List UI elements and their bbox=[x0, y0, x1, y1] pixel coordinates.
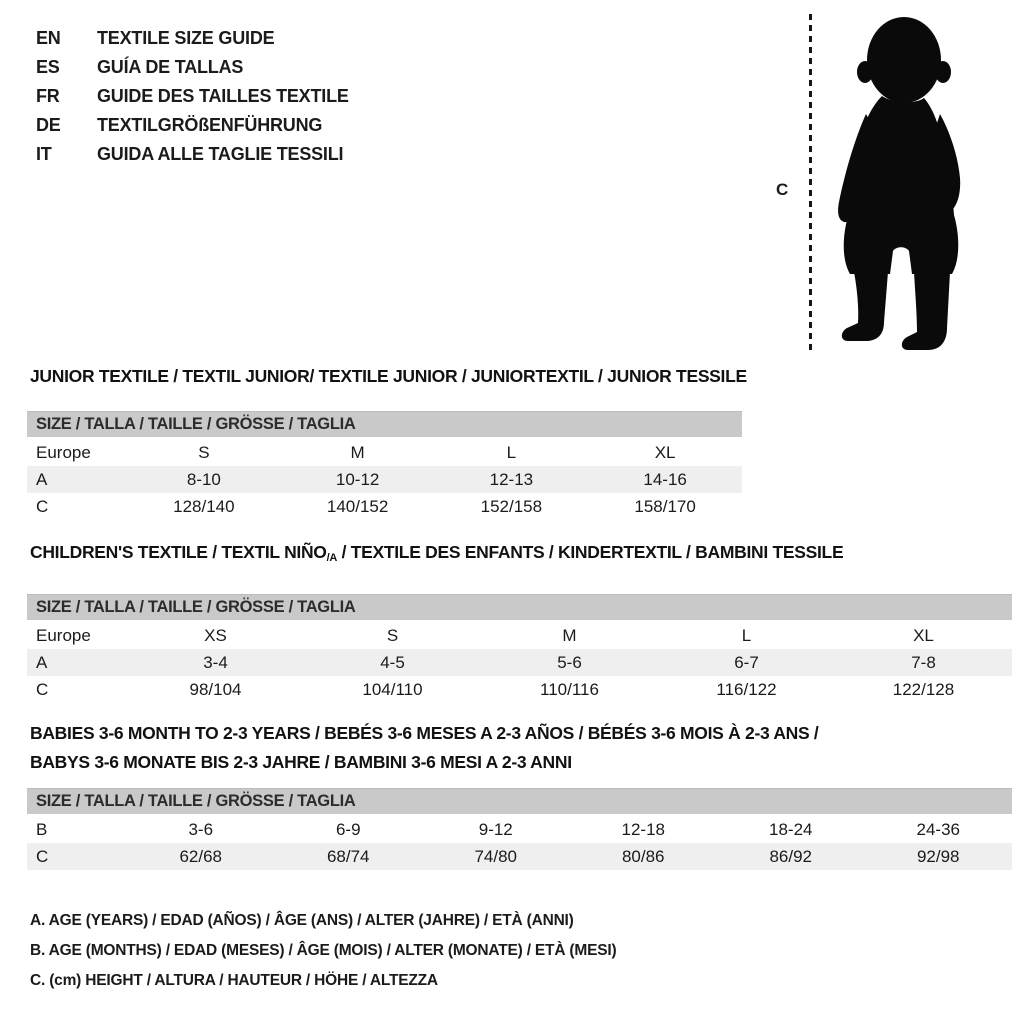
size-column-header: L bbox=[506, 442, 517, 462]
row-label: A bbox=[36, 469, 48, 489]
lang-title: GUÍA DE TALLAS bbox=[97, 57, 244, 77]
note-age-years: A. AGE (YEARS) / EDAD (AÑOS) / ÂGE (ANS) / ALTER (JAHRE) / ETÀ (ANNI) bbox=[30, 912, 574, 929]
table-cell: 3-6 bbox=[188, 819, 214, 839]
note-age-months: B. AGE (MONTHS) / EDAD (MESES) / ÂGE (MOIS) / ALTER (MONATE) / ETÀ (MESI) bbox=[30, 942, 617, 959]
size-column-header: XL bbox=[913, 625, 934, 645]
table-cell: 152/158 bbox=[480, 496, 543, 516]
table-cell: 10-12 bbox=[335, 469, 380, 489]
table-cell: 24-36 bbox=[916, 819, 960, 839]
row-label: B bbox=[36, 819, 48, 839]
lang-title: TEXTILE SIZE GUIDE bbox=[97, 28, 275, 48]
table-row-age-months bbox=[27, 816, 1012, 843]
table-row-age bbox=[27, 466, 742, 493]
table-cell: 74/80 bbox=[474, 846, 518, 866]
table-cell: 110/116 bbox=[540, 679, 599, 699]
table-cell: 8-10 bbox=[186, 469, 221, 489]
lang-code: IT bbox=[36, 144, 52, 164]
children-heading-text: CHILDREN'S TEXTILE / TEXTIL NIÑO bbox=[30, 542, 327, 562]
lang-row-es bbox=[36, 53, 349, 82]
region-label: Europe bbox=[36, 625, 91, 645]
children-heading-text: / TEXTILE DES ENFANTS / KINDERTEXTIL / BAMBINI TESSILE bbox=[337, 542, 844, 562]
table-cell: 122/128 bbox=[892, 679, 955, 699]
lang-code: EN bbox=[36, 28, 61, 48]
size-column-header: XS bbox=[204, 625, 227, 645]
size-header-bar: SIZE / TALLA / TAILLE / GRÖSSE / TAGLIA bbox=[27, 411, 742, 437]
babies-size-table bbox=[27, 788, 1012, 870]
table-row-europe bbox=[27, 439, 742, 466]
height-dotted-line bbox=[809, 14, 812, 355]
lang-code: DE bbox=[36, 115, 61, 135]
size-header-bar: SIZE / TALLA / TAILLE / GRÖSSE / TAGLIA bbox=[27, 594, 1012, 620]
table-cell: 104/110 bbox=[362, 679, 423, 699]
table-cell: 62/68 bbox=[179, 846, 223, 866]
table-cell: 86/92 bbox=[769, 846, 813, 866]
region-label: Europe bbox=[36, 442, 91, 462]
lang-code: FR bbox=[36, 86, 60, 106]
size-column-header: S bbox=[198, 442, 210, 462]
lang-row-fr bbox=[36, 82, 349, 111]
lang-title: GUIDE DES TAILLES TEXTILE bbox=[97, 86, 349, 106]
table-cell: 12-18 bbox=[621, 819, 665, 839]
lang-row-de bbox=[36, 111, 349, 140]
language-list bbox=[36, 24, 349, 169]
table-cell: 80/86 bbox=[621, 846, 665, 866]
lang-title: GUIDA ALLE TAGLIE TESSILI bbox=[97, 144, 344, 164]
table-cell: 68/74 bbox=[326, 846, 370, 866]
size-column-header: M bbox=[350, 442, 365, 462]
table-cell: 12-13 bbox=[489, 469, 534, 489]
table-cell: 6-9 bbox=[335, 819, 361, 839]
size-column-header: M bbox=[562, 625, 577, 645]
children-section-heading bbox=[30, 542, 843, 564]
size-column-header: XL bbox=[654, 442, 676, 462]
table-row-europe bbox=[27, 622, 1012, 649]
row-label: C bbox=[36, 496, 49, 516]
lang-code: ES bbox=[36, 57, 60, 77]
table-cell: 18-24 bbox=[769, 819, 813, 839]
babies-section-heading bbox=[30, 719, 819, 777]
children-size-table bbox=[27, 594, 1012, 703]
toddler-silhouette-icon bbox=[820, 10, 982, 358]
legend-notes bbox=[30, 906, 616, 996]
row-label: C bbox=[36, 679, 49, 699]
table-cell: 128/140 bbox=[173, 496, 235, 516]
table-row-height bbox=[27, 676, 1012, 703]
table-cell: 3-4 bbox=[203, 652, 228, 672]
babies-heading-line1: BABIES 3-6 MONTH TO 2-3 YEARS / BEBÉS 3-6 MESES A 2-3 AÑOS / BÉBÉS 3-6 MOIS À 2-3 ANS / bbox=[30, 723, 819, 743]
size-column-header: L bbox=[741, 625, 752, 645]
table-row-height bbox=[27, 493, 742, 520]
height-measure-label: C bbox=[776, 180, 789, 199]
lang-title: TEXTILGRÖßENFÜHRUNG bbox=[97, 115, 323, 135]
row-label: C bbox=[36, 846, 49, 866]
size-column-header: S bbox=[386, 625, 399, 645]
table-cell: 158/170 bbox=[634, 496, 696, 516]
table-cell: 140/152 bbox=[326, 496, 389, 516]
junior-section-heading: JUNIOR TEXTILE / TEXTIL JUNIOR/ TEXTILE JUNIOR / JUNIORTEXTIL / JUNIOR TESSILE bbox=[30, 366, 747, 386]
table-cell: 4-5 bbox=[380, 652, 405, 672]
junior-size-table bbox=[27, 411, 742, 520]
table-cell: 7-8 bbox=[911, 652, 936, 672]
lang-row-en bbox=[36, 24, 349, 53]
note-height-cm: C. (cm) HEIGHT / ALTURA / HAUTEUR / HÖHE / ALTEZZA bbox=[30, 972, 438, 989]
size-header-bar: SIZE / TALLA / TAILLE / GRÖSSE / TAGLIA bbox=[27, 788, 1012, 814]
table-row-height bbox=[27, 843, 1012, 870]
children-heading-subscript: /A bbox=[326, 552, 338, 564]
table-row-age bbox=[27, 649, 1012, 676]
table-cell: 6-7 bbox=[734, 652, 759, 672]
table-cell: 9-12 bbox=[478, 819, 513, 839]
table-cell: 5-6 bbox=[557, 652, 582, 672]
table-cell: 92/98 bbox=[916, 846, 960, 866]
table-cell: 116/122 bbox=[716, 679, 777, 699]
table-cell: 98/104 bbox=[189, 679, 242, 699]
babies-heading-line2: BABYS 3-6 MONATE BIS 2-3 JAHRE / BAMBINI 3-6 MESI A 2-3 ANNI bbox=[30, 752, 572, 772]
table-cell: 14-16 bbox=[643, 469, 687, 489]
lang-row-it bbox=[36, 140, 349, 169]
row-label: A bbox=[36, 652, 48, 672]
